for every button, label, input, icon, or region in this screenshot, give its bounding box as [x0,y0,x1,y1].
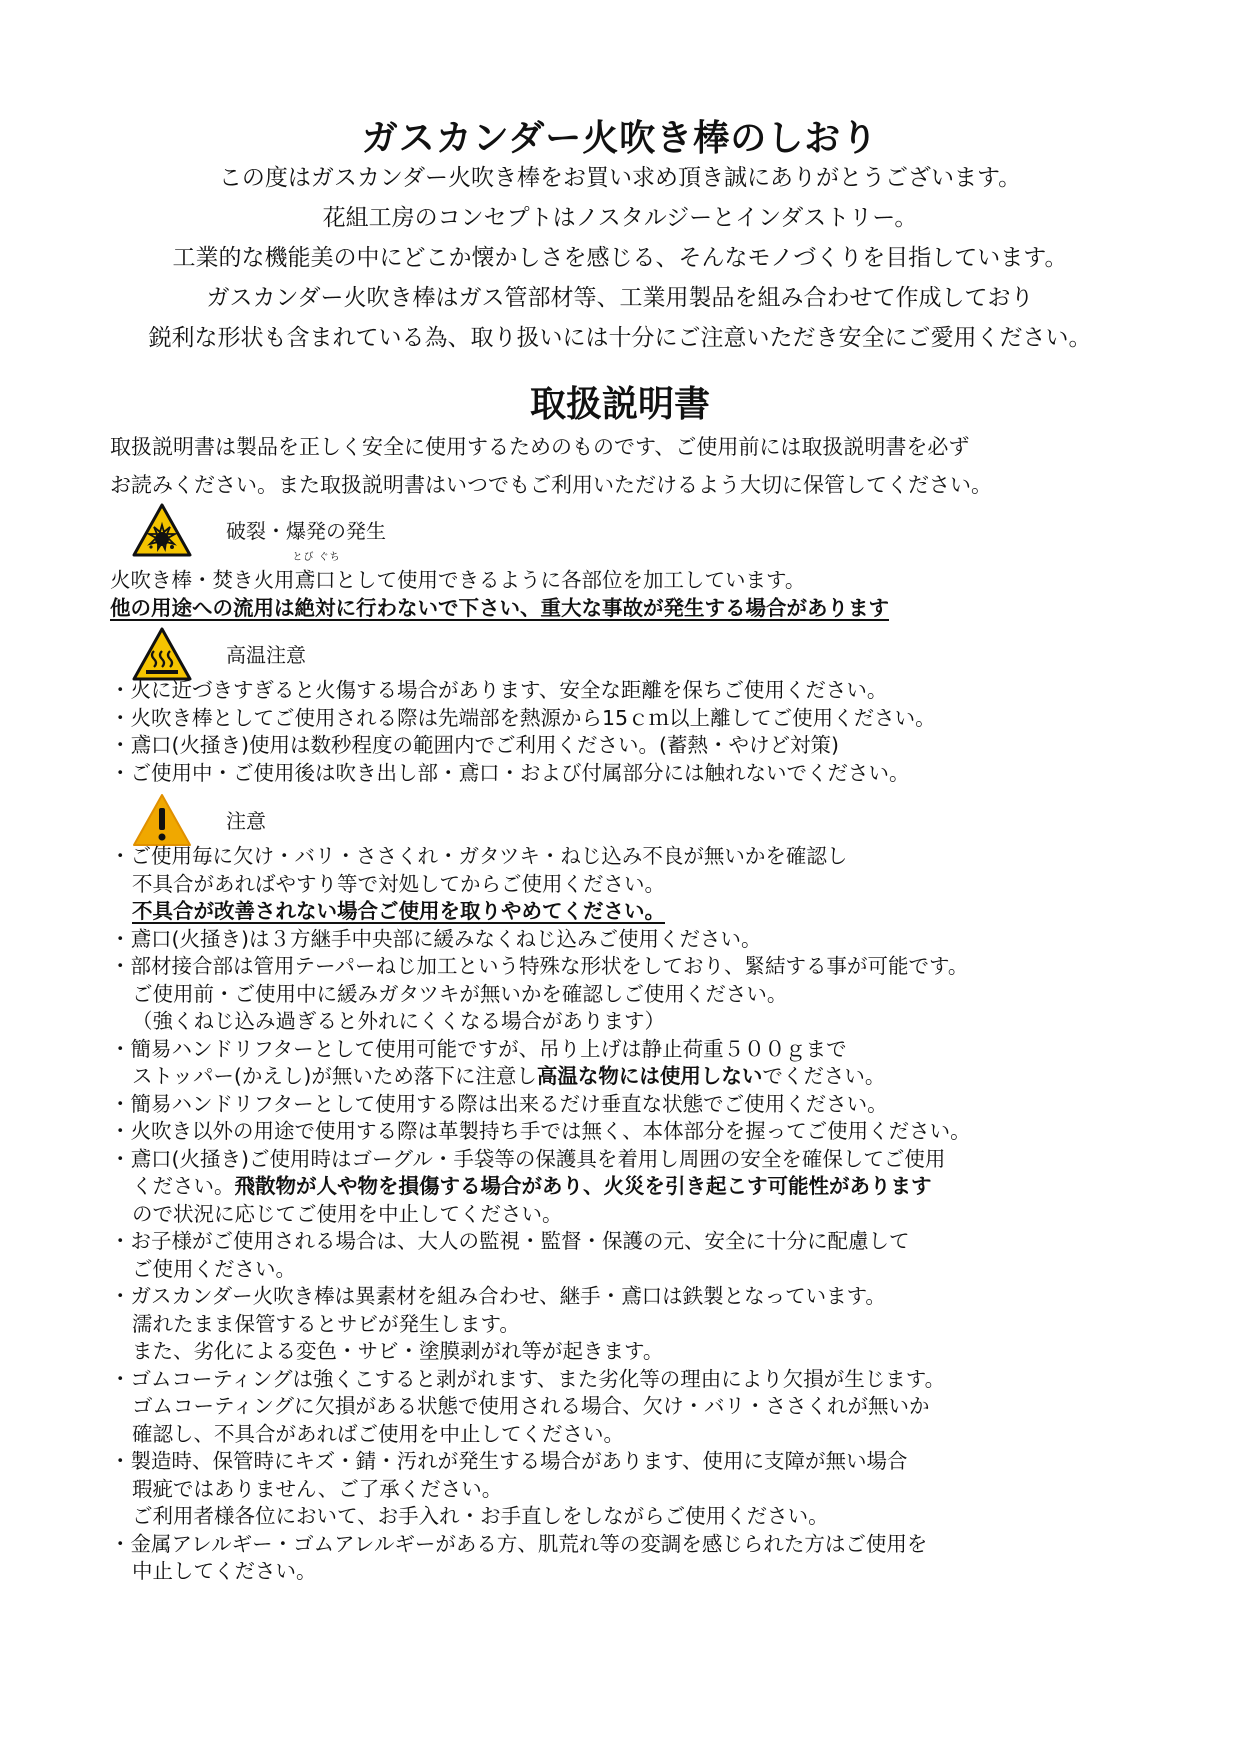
caution-line [110,1063,1210,1091]
caution-line: ・お子様がご使用される場合は、大人の監視・監督・保護の元、安全に十分に配慮して [110,1229,910,1253]
ruby-reading: とび ぐち [292,552,341,563]
explosion-line [110,552,1210,595]
heat-section-heading: 高温注意 [226,643,306,667]
caution-emphasis-line: 不具合が改善されない場合ご使用を取りやめてください。 [132,899,665,923]
exclamation-warning-icon [132,793,192,847]
intro-line: 鋭利な形状も含まれている為、取り扱いには十分にご注意いただき安全にご愛用ください。 [148,325,1092,351]
manual-intro [110,428,1150,504]
caution-section-body [110,843,1210,1586]
caution-line: 確認し、不具合があればご使用を中止してください。 [132,1421,624,1446]
caution-line: ご利用者様各位において、お手入れ・お手直しをしながらご使用ください。 [132,1504,829,1528]
document-title: ガスカンダー火吹き棒のしおり [361,118,879,159]
caution-line: 中止してください。 [132,1559,317,1583]
explosion-section-heading: 破裂・爆発の発生 [226,519,386,543]
caution-line: ・製造時、保管時にキズ・錆・汚れが発生する場合があります、使用に支障が無い場合 [110,1449,908,1473]
caution-line: また、劣化による変色・サビ・塗膜剥がれ等が起きます。 [132,1339,664,1363]
caution-line: ・鳶口(火掻き)は３方継手中央部に緩みなくねじ込みご使用ください。 [110,926,762,951]
heat-line: ・火吹き棒としてご使用される際は先端部を熱源から15ｃｍ以上離してご使用ください。 [110,705,936,730]
caution-bold-text: 飛散物が人や物を損傷する場合があり、火災を引き起こす可能性があります [234,1174,932,1198]
explosion-warning-icon [132,503,192,557]
caution-line: ・簡易ハンドリフターとして使用する際は出来るだけ垂直な状態でご使用ください。 [110,1091,888,1116]
caution-line: 不具合があればやすり等で対処してからご使用ください。 [132,871,665,896]
caution-line: ので状況に応じてご使用を中止してください。 [132,1201,563,1226]
caution-line-text: ください。 [132,1174,235,1198]
caution-line: ご使用前・ご使用中に緩みガタツキが無いかを確認しご使用ください。 [132,981,788,1006]
explosion-section-body [110,552,1210,622]
caution-line: ・簡易ハンドリフターとして使用可能ですが、吊り上げは静止荷重５００ｇまで [110,1036,847,1061]
caution-line-text: でください。 [762,1064,886,1088]
caution-line [110,1173,1210,1201]
explosion-line-text: として使用できるように各部位を加工しています。 [335,568,806,592]
explosion-warning-line: 他の用途への流用は絶対に行わないで下さい、重大な事故が発生する場合があります [110,595,889,620]
manual-intro-line: 取扱説明書は製品を正しく安全に使用するためのものです、ご使用前には取扱説明書を必ず [110,435,970,459]
caution-line: ・鳶口(火掻き)ご使用時はゴーグル・手袋等の保護具を着用し周囲の安全を確保してご使用 [110,1146,946,1171]
intro-paragraph [0,158,1240,358]
caution-line: （強くねじ込み過ぎると外れにくくなる場合があります） [132,1009,665,1033]
intro-line: 花組工房のコンセプトはノスタルジーとインダストリー。 [322,205,918,231]
intro-line: 工業的な機能美の中にどこか懐かしさを感じる、そんなモノづくりを目指しています。 [172,245,1068,271]
caution-line: 濡れたまま保管するとサビが発生します。 [132,1311,520,1336]
ruby-base: 鳶口 [294,568,336,592]
heat-line: ・鳶口(火掻き)使用は数秒程度の範囲内でご利用ください。(蓄熱・やけど対策) [110,733,839,757]
explosion-line-text: 火吹き棒・焚き火用 [110,568,295,592]
caution-line: ・火吹き以外の用途で使用する際は革製持ち手では無く、本体部分を握ってご使用ください。 [110,1119,971,1143]
heat-line: ・火に近づきすぎると火傷する場合があります、安全な距離を保ちご使用ください。 [110,678,888,702]
caution-line: ゴムコーティングに欠損がある状態で使用される場合、欠け・バリ・ささくれが無いか [132,1394,930,1418]
caution-bold-text: 高温な物には使用しない [536,1064,763,1088]
heat-section-body [110,677,1210,787]
intro-line: この度はガスカンダー火吹き棒をお買い求め頂き誠にありがとうございます。 [218,165,1022,191]
caution-line: ・ご使用毎に欠け・バリ・ささくれ・ガタツキ・ねじ込み不良が無いかを確認し [110,844,848,868]
hot-surface-warning-icon [132,627,192,681]
manual-title: 取扱説明書 [529,384,710,425]
caution-line: ・ゴムコーティングは強くこすると剥がれます、また劣化等の理由により欠損が生じます。 [110,1366,946,1391]
caution-section-heading: 注意 [226,809,266,833]
caution-line: 瑕疵ではありません、ご了承ください。 [132,1476,503,1501]
caution-line-text: ストッパー(かえし)が無いため落下に注意し [132,1064,537,1088]
manual-intro-line: お読みください。また取扱説明書はいつでもご利用いただけるよう大切に保管してください。 [110,473,992,497]
caution-line: ・部材接合部は管用テーパーねじ加工という特殊な形状をしており、緊結する事が可能です。 [110,954,969,978]
intro-line: ガスカンダー火吹き棒はガス管部材等、工業用製品を組み合わせて作成しており [206,285,1034,311]
caution-line: ご使用ください。 [132,1256,296,1281]
caution-line: ・金属アレルギー・ゴムアレルギーがある方、肌荒れ等の変調を感じられた方はご使用を [110,1531,928,1556]
heat-line: ・ご使用中・ご使用後は吹き出し部・鳶口・および付属部分には触れないでください。 [110,760,910,785]
caution-line: ・ガスカンダー火吹き棒は異素材を組み合わせ、継手・鳶口は鉄製となっています。 [110,1284,886,1308]
ruby-word [292,552,341,595]
